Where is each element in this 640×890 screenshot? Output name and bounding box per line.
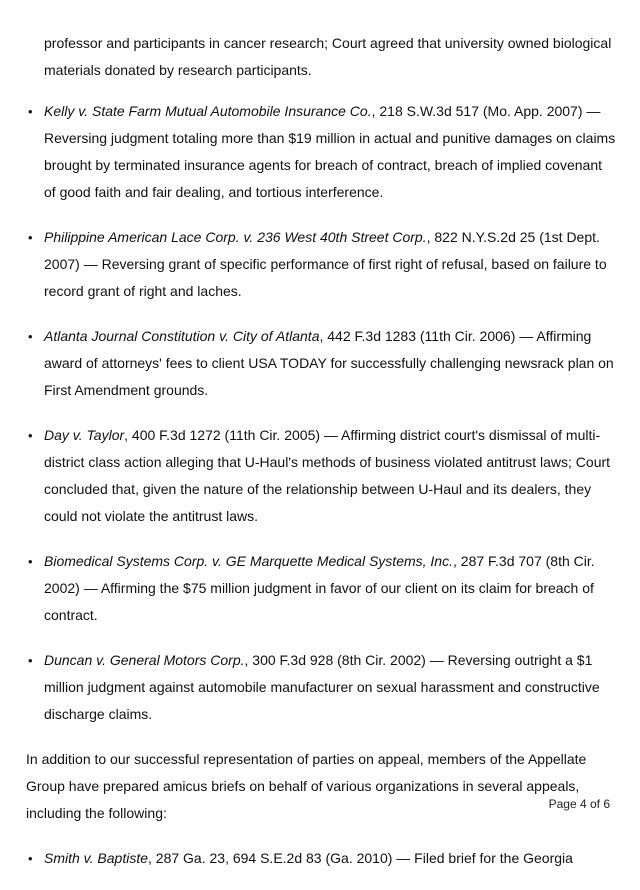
case-description: , 400 F.3d 1272 (11th Cir. 2005) — Affirming district court's dismissal of multi-district class action alleging that U-Haul's methods of business violated antitrust laws; Court concluded that, given the nature of the relationship between U-Haul and its dealers, they could not violate the antitrust laws. — [44, 427, 611, 524]
bullet-icon: • — [28, 851, 33, 866]
case-description: , 287 Ga. 23, 694 S.E.2d 83 (Ga. 2010) — Filed brief for the Georgia — [148, 850, 573, 866]
case-item — [26, 548, 616, 629]
case-name: Kelly v. State Farm Mutual Automobile Insurance Co. — [44, 103, 372, 119]
case-name: Biomedical Systems Corp. v. GE Marquette Medical Systems, Inc. — [44, 553, 453, 569]
case-name: Atlanta Journal Constitution v. City of Atlanta — [44, 328, 320, 344]
case-item — [26, 647, 616, 728]
case-list — [26, 98, 616, 728]
amicus-case-list — [26, 845, 616, 872]
case-name: Day v. Taylor — [44, 427, 125, 443]
case-name: Duncan v. General Motors Corp. — [44, 652, 245, 668]
case-description: , 442 F.3d 1283 (11th Cir. 2006) — Affirming award of attorneys' fees to client USA TODAY for successfully challenging newsrack plan on First Amendment grounds. — [44, 328, 614, 398]
bullet-icon: • — [28, 653, 33, 668]
case-description: , 218 S.W.3d 517 (Mo. App. 2007) — Reversing judgment totaling more than $19 million in actual and punitive damages on claims brought by terminated insurance agents for breach of contract, breach of implied covenant of good faith and fair dealing, and tortious interference. — [44, 103, 616, 200]
case-name: Smith v. Baptiste — [44, 850, 149, 866]
case-description: , 822 N.Y.S.2d 25 (1st Dept. 2007) — Reversing grant of specific performance of first right of refusal, based on failure to record grant of right and laches. — [44, 229, 607, 299]
case-name: Philippine American Lace Corp. v. 236 West 40th Street Corp. — [44, 229, 427, 245]
amicus-intro-paragraph: In addition to our successful representation of parties on appeal, members of the Appellate Group have prepared amicus briefs on behalf of various organizations in several appeals, including the following: — [26, 751, 587, 821]
case-description: , 287 F.3d 707 (8th Cir. 2002) — Affirming the $75 million judgment in favor of our client on its claim for breach of contract. — [44, 553, 595, 623]
case-item — [26, 224, 616, 305]
bullet-icon: • — [28, 104, 33, 119]
bullet-icon: • — [28, 554, 33, 569]
case-description: , 300 F.3d 928 (8th Cir. 2002) — Reversing outright a $1 million judgment against automobile manufacturer on sexual harassment and constructive discharge claims. — [44, 652, 600, 722]
bullet-icon: • — [28, 428, 33, 443]
bullet-icon: • — [28, 329, 33, 344]
bullet-icon: • — [28, 230, 33, 245]
continuation-paragraph: professor and participants in cancer research; Court agreed that university owned biological materials donated by research participants. — [44, 35, 612, 78]
amicus-case-item — [26, 845, 616, 872]
case-item — [26, 323, 616, 404]
case-item — [26, 422, 616, 530]
document-body — [26, 30, 616, 890]
page-number: Page 4 of 6 — [548, 797, 610, 811]
case-item — [26, 98, 616, 206]
